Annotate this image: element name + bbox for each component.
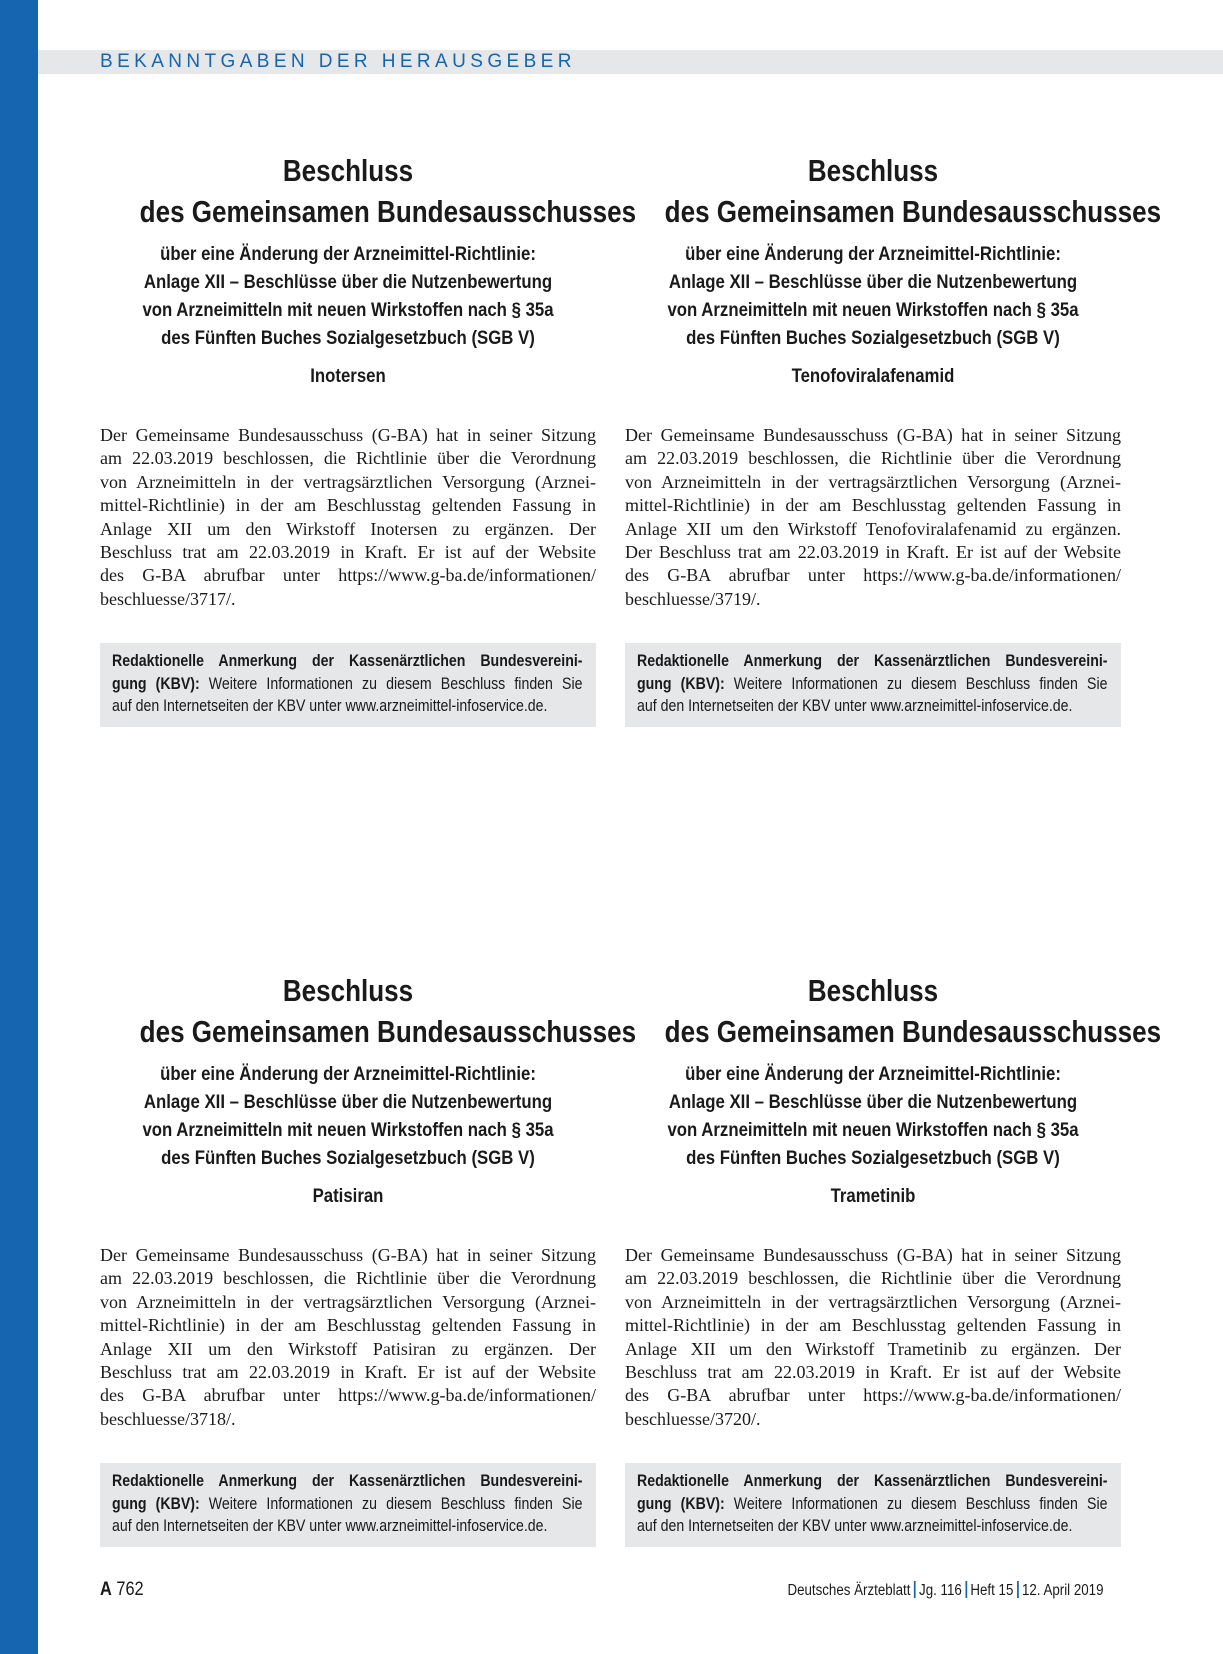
note-bold: gung (KBV): (112, 674, 200, 693)
editorial-note (100, 643, 596, 727)
article-body (100, 1244, 596, 1431)
journal-info (787, 1580, 1103, 1602)
body-line: am 22.03.2019 beschlossen, die Richtlinie über die Verordnung (100, 1268, 596, 1289)
note-bold: Redaktionelle Anmerkung der Kassenärztlichen Bundesvereini- (112, 652, 583, 671)
note-line (112, 650, 582, 673)
body-line: mittel-Richtlinie) in der am Beschlusstag geltenden Fassung in (625, 495, 1121, 516)
body-line: von Arzneimitteln in der vertragsärztlichen Versorgung (Arznei- (625, 471, 1121, 492)
separator (913, 1581, 915, 1598)
body-line: Anlage XII um den Wirkstoff Trametinib zu ergänzen. Der (625, 1338, 1121, 1359)
subtitle-line: von Arzneimitteln mit neuen Wirkstoffen nach § 35a (142, 1119, 554, 1141)
body-line: Anlage XII um den Wirkstoff Inotersen zu ergänzen. Der (100, 518, 596, 539)
body-line: von Arzneimitteln in der vertragsärztlichen Versorgung (Arznei- (625, 1291, 1121, 1312)
title-line: des Gemeinsamen Bundesausschusses (139, 1014, 637, 1049)
note-line (112, 1470, 582, 1493)
section-header (38, 50, 1223, 74)
body-line: Beschluss trat am 22.03.2019 in Kraft. Er ist auf der Website (100, 1361, 596, 1382)
body-line: mittel-Richtlinie) in der am Beschlusstag geltenden Fassung in (625, 1315, 1121, 1336)
title-line: Beschluss (282, 153, 414, 188)
article-subtitle (660, 1060, 1087, 1172)
separator (965, 1581, 967, 1598)
note-line (637, 673, 1107, 696)
title-line: des Gemeinsamen Bundesausschusses (664, 1014, 1162, 1049)
subtitle-line: des Fünften Buches Sozialgesetzbuch (SGB V) (161, 327, 535, 349)
title-line: Beschluss (807, 153, 939, 188)
note-bold: gung (KBV): (637, 674, 725, 693)
subtitle-line: über eine Änderung der Arzneimittel-Richtlinie: (160, 243, 536, 265)
note-line: auf den Internetseiten der KBV unter www.arzneimittel-infoservice.de. (112, 1517, 548, 1536)
body-line: Anlage XII um den Wirkstoff Patisiran zu ergänzen. Der (100, 1338, 596, 1359)
subtitle-line: Anlage XII – Beschlüsse über die Nutzenbewertung (668, 1091, 1078, 1113)
body-line: von Arzneimitteln in der vertragsärztlichen Versorgung (Arznei- (100, 1291, 596, 1312)
article-title (139, 970, 637, 1052)
editorial-note (625, 643, 1121, 727)
separator (1016, 1581, 1018, 1598)
note-line: auf den Internetseiten der KBV unter www.arzneimittel-infoservice.de. (637, 1517, 1073, 1536)
subtitle-line: des Fünften Buches Sozialgesetzbuch (SGB V) (686, 327, 1060, 349)
page-prefix: A (100, 1579, 112, 1600)
subtitle-line: des Fünften Buches Sozialgesetzbuch (SGB V) (161, 1147, 535, 1169)
body-line: Der Beschluss trat am 22.03.2019 in Kraft. Er ist auf der Website (625, 541, 1121, 562)
note-text: Weitere Informationen zu diesem Beschluss finden Sie (724, 1494, 1108, 1513)
article-title (664, 150, 1162, 232)
body-line: mittel-Richtlinie) in der am Beschlusstag geltenden Fassung in (100, 1315, 596, 1336)
side-accent-bar (0, 0, 38, 1654)
article-trametinib (625, 970, 1162, 1547)
body-line: des G-BA abrufbar unter https://www.g-ba.de/informationen/ (100, 1385, 596, 1406)
body-line: Anlage XII um den Wirkstoff Tenofoviralafenamid zu ergänzen. (625, 518, 1121, 539)
note-bold: gung (KBV): (637, 1494, 725, 1513)
section-title: BEKANNTGABEN DER HERAUSGEBER (100, 51, 576, 72)
body-line: des G-BA abrufbar unter https://www.g-ba.de/informationen/ (100, 565, 596, 586)
note-line (637, 1493, 1107, 1516)
body-line: beschluesse/3718/. (100, 1408, 236, 1429)
note-line: auf den Internetseiten der KBV unter www.arzneimittel-infoservice.de. (112, 697, 548, 716)
article-body (625, 1244, 1121, 1431)
body-line: Der Gemeinsame Bundesausschuss (G-BA) hat in seiner Sitzung (100, 425, 596, 445)
subtitle-line: Anlage XII – Beschlüsse über die Nutzenbewertung (668, 271, 1078, 293)
subtitle-line: Anlage XII – Beschlüsse über die Nutzenbewertung (143, 271, 553, 293)
note-bold: Redaktionelle Anmerkung der Kassenärztlichen Bundesvereini- (637, 1472, 1108, 1491)
subtitle-line: des Fünften Buches Sozialgesetzbuch (SGB V) (686, 1147, 1060, 1169)
note-line (112, 1493, 582, 1516)
journal-date: 12. April 2019 (1021, 1582, 1103, 1599)
body-line: am 22.03.2019 beschlossen, die Richtlinie über die Verordnung (625, 1268, 1121, 1289)
note-bold: Redaktionelle Anmerkung der Kassenärztlichen Bundesvereini- (637, 652, 1108, 671)
substance-name: Inotersen (310, 365, 386, 387)
body-line: des G-BA abrufbar unter https://www.g-ba.de/informationen/ (625, 1385, 1121, 1406)
body-line: beschluesse/3717/. (100, 588, 236, 609)
article-tenofoviralafenamid (625, 150, 1162, 727)
subtitle-line: Anlage XII – Beschlüsse über die Nutzenbewertung (143, 1091, 553, 1113)
note-line (112, 673, 582, 696)
substance-name: Trametinib (830, 1185, 916, 1207)
substance-name: Patisiran (312, 1185, 384, 1207)
note-bold: Redaktionelle Anmerkung der Kassenärztlichen Bundesvereini- (112, 1472, 583, 1491)
body-line: Beschluss trat am 22.03.2019 in Kraft. Er ist auf der Website (625, 1361, 1121, 1382)
substance-name: Tenofoviralafenamid (791, 365, 955, 387)
subtitle-line: über eine Änderung der Arzneimittel-Richtlinie: (685, 1063, 1061, 1085)
article-title (139, 150, 637, 232)
article-patisiran (100, 970, 637, 1547)
body-line: Der Gemeinsame Bundesausschuss (G-BA) hat in seiner Sitzung (625, 1245, 1121, 1265)
subtitle-line: von Arzneimitteln mit neuen Wirkstoffen nach § 35a (142, 299, 554, 321)
article-body (100, 424, 596, 611)
title-line: Beschluss (282, 973, 414, 1008)
journal-volume: Jg. 116 (918, 1582, 962, 1599)
title-line: des Gemeinsamen Bundesausschusses (139, 194, 637, 229)
body-line: Der Gemeinsame Bundesausschuss (G-BA) hat in seiner Sitzung (625, 425, 1121, 445)
note-text: Weitere Informationen zu diesem Beschluss finden Sie (199, 1494, 583, 1513)
body-line: am 22.03.2019 beschlossen, die Richtlinie über die Verordnung (625, 448, 1121, 469)
body-line: des G-BA abrufbar unter https://www.g-ba.de/informationen/ (625, 565, 1121, 586)
page-number-value: 762 (116, 1579, 144, 1600)
body-line: Beschluss trat am 22.03.2019 in Kraft. Er ist auf der Website (100, 541, 596, 562)
note-line (637, 650, 1107, 673)
body-line: am 22.03.2019 beschlossen, die Richtlinie über die Verordnung (100, 448, 596, 469)
journal-name: Deutsches Ärzteblatt (786, 1582, 910, 1599)
journal-issue: Heft 15 (969, 1582, 1013, 1599)
article-inotersen (100, 150, 637, 727)
note-text: Weitere Informationen zu diesem Beschluss finden Sie (199, 674, 583, 693)
note-line: auf den Internetseiten der KBV unter www.arzneimittel-infoservice.de. (637, 697, 1073, 716)
subtitle-line: über eine Änderung der Arzneimittel-Richtlinie: (160, 1063, 536, 1085)
subtitle-line: über eine Änderung der Arzneimittel-Richtlinie: (685, 243, 1061, 265)
article-body (625, 424, 1121, 611)
body-line: Der Gemeinsame Bundesausschuss (G-BA) hat in seiner Sitzung (100, 1245, 596, 1265)
subtitle-line: von Arzneimitteln mit neuen Wirkstoffen nach § 35a (667, 299, 1079, 321)
page-number (100, 1578, 144, 1602)
body-line: beschluesse/3719/. (625, 588, 761, 609)
note-bold: gung (KBV): (112, 1494, 200, 1513)
title-line: des Gemeinsamen Bundesausschusses (664, 194, 1162, 229)
editorial-note (100, 1463, 596, 1547)
article-title (664, 970, 1162, 1052)
body-line: von Arzneimitteln in der vertragsärztlichen Versorgung (Arznei- (100, 471, 596, 492)
note-line (637, 1470, 1107, 1493)
body-line: mittel-Richtlinie) in der am Beschlusstag geltenden Fassung in (100, 495, 596, 516)
editorial-note (625, 1463, 1121, 1547)
title-line: Beschluss (807, 973, 939, 1008)
article-subtitle (135, 1060, 562, 1172)
article-subtitle (135, 240, 562, 352)
note-text: Weitere Informationen zu diesem Beschluss finden Sie (724, 674, 1108, 693)
body-line: beschluesse/3720/. (625, 1408, 761, 1429)
article-subtitle (660, 240, 1087, 352)
subtitle-line: von Arzneimitteln mit neuen Wirkstoffen nach § 35a (667, 1119, 1079, 1141)
